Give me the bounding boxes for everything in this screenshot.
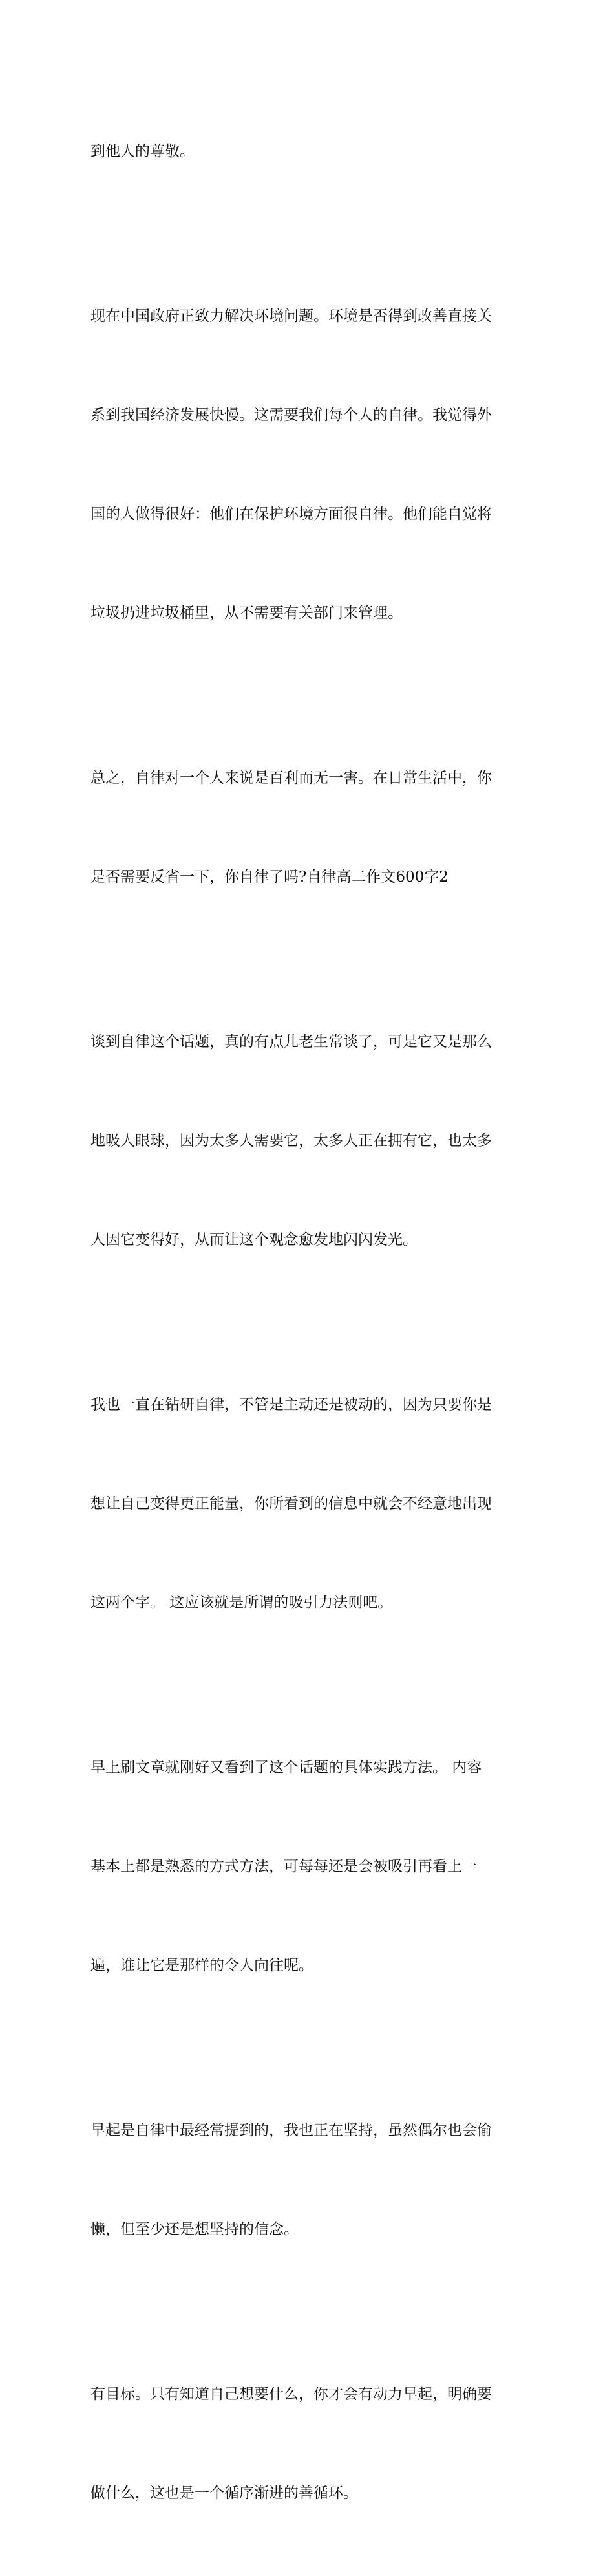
text-line: 懒，但至少还是想坚持的信念。 <box>90 2221 299 2238</box>
text-line: 早上刷文章就刚好又看到了这个话题的具体实践方法。 内容 <box>90 1759 482 1776</box>
paragraph <box>90 960 530 1323</box>
text-line: 基本上都是熟悉的方式方法，可每每还是会被吸引再看上一 <box>90 1858 477 1875</box>
text-line: 系到我国经济发展快慢。这需要我们每个人的自律。我觉得外 <box>90 407 492 424</box>
text-line: 地吸人眼球，因为太多人需要它，太多人正在拥有它，也太多 <box>90 1132 492 1149</box>
paragraph <box>90 2312 530 2576</box>
text-line: 早起是自律中最经常提到的，我也正在坚持，虽然偶尔也会偷 <box>90 2122 492 2139</box>
paragraph <box>90 1323 530 1685</box>
text-line: 这两个字。 这应该就是所谓的吸引力法则吧。 <box>90 1594 393 1611</box>
paragraph <box>90 69 530 234</box>
text-line: 人因它变得好，从而让这个观念愈发地闪闪发光。 <box>90 1231 418 1248</box>
text-line: 垃圾扔进垃圾桶里，从不需要有关部门来管理。 <box>90 605 403 622</box>
text-line: 我也一直在钻研自律，不管是主动还是被动的，因为只要你是 <box>90 1396 492 1413</box>
text-line: 做什么，这也是一个循序渐进的善循环。 <box>90 2485 358 2502</box>
paragraph <box>90 2048 530 2312</box>
text-line: 遍，谁让它是那样的令人向往呢。 <box>90 1957 313 1974</box>
text-line: 是否需要反省一下，你自律了吗?自律高二作文600字2 <box>90 869 449 885</box>
text-line: 国的人做得很好：他们在保护环境方面很自律。他们能自觉将 <box>90 506 492 523</box>
paragraph <box>90 1685 530 2048</box>
text-line: 现在中国政府正致力解决环境问题。环境是否得到改善直接关 <box>90 308 492 325</box>
text-line: 有目标。只有知道自己想要什么，你才会有动力早起，明确要 <box>90 2386 492 2403</box>
paragraph <box>90 234 530 696</box>
paragraph <box>90 696 530 960</box>
text-line: 总之，自律对一个人来说是百利而无一害。在日常生活中，你 <box>90 770 492 786</box>
text-line: 谈到自律这个话题，真的有点儿老生常谈了，可是它又是那么 <box>90 1034 492 1050</box>
text-line: 到他人的尊敬。 <box>90 143 195 160</box>
text-line: 想让自己变得更正能量，你所看到的信息中就会不经意地出现 <box>90 1495 492 1512</box>
document-body <box>90 69 530 2576</box>
